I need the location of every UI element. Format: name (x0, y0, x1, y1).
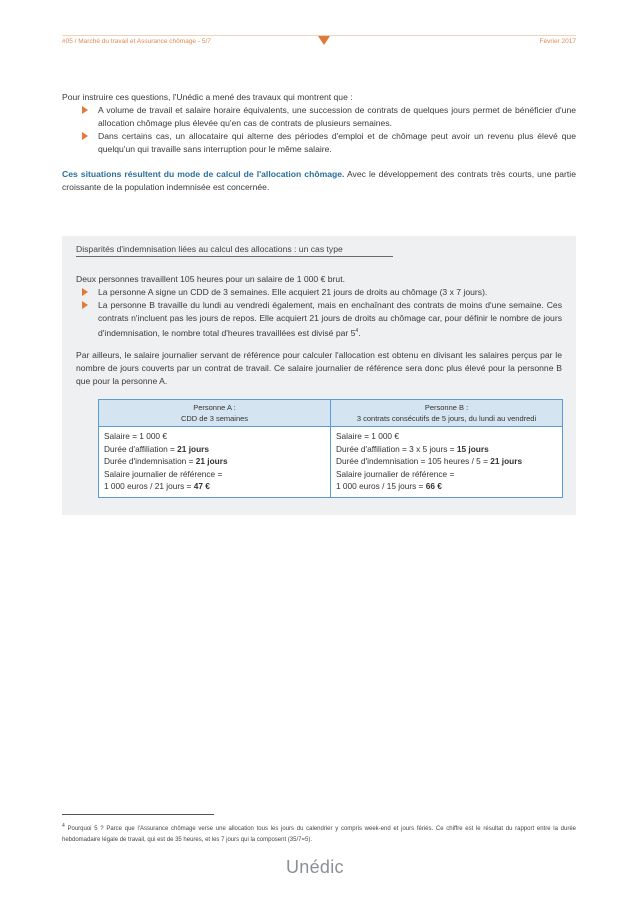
header-a-line1: Personne A : (193, 403, 236, 412)
footnote-text: Pourquoi 5 ? Parce que l'Assurance chômage verse une allocation tous les jours du calendrier y compris week-end et jours fériés. Ce chiffre est le résultat du rapport entre la durée hebdomadaire légale de travail, qui est de 35 heures, et les 7 jours qui la composent (35/7=5). (62, 826, 576, 843)
table-header-a (99, 400, 331, 427)
bullet-text: La personne A signe un CDD de 3 semaines. Elle acquiert 21 jours de droits au chômage (3 x 7 jours). (98, 287, 488, 297)
a-sjr: Salaire journalier de référence = (104, 468, 223, 479)
case-study-bullets (76, 286, 562, 340)
comparison-table (98, 399, 563, 498)
table-header-b (331, 400, 563, 427)
a-calc: 1 000 euros / 21 jours = 47 € (104, 481, 210, 492)
triangle-bullet-icon (82, 132, 88, 140)
table-row (99, 427, 563, 498)
header-triangle-icon (318, 36, 330, 45)
header-doc-title: #05 / Marché du travail et Assurance chômage - 5/7 (62, 38, 211, 45)
triangle-bullet-icon (82, 301, 88, 309)
case-study-title: Disparités d'indemnisation liées au calcul des allocations : un cas type (76, 244, 393, 257)
list-item (62, 104, 576, 130)
table-cell-b (331, 427, 563, 498)
b-indemnisation: Durée d'indemnisation = 105 heures / 5 = 21 jours (336, 456, 523, 467)
list-item (76, 286, 562, 299)
header-a-line2: CDD de 3 semaines (180, 414, 249, 423)
a-indemnisation: Durée d'indemnisation = 21 jours (104, 456, 228, 467)
bullet-end: . (358, 327, 361, 338)
b-affiliation: Durée d'affiliation = 3 x 5 jours = 15 jours (336, 443, 489, 454)
situations-text: Avec le développement des contrats très courts, une partie croissante de la population indemnisée est concernée. (62, 169, 576, 192)
footnote-ref[interactable]: 4 (355, 328, 359, 334)
case-study-lead: Deux personnes travaillent 105 heures pour un salaire de 1 000 € brut. (76, 274, 345, 284)
intro-lead: Pour instruire ces questions, l'Unédic a mené des travaux qui montrent que : (62, 92, 353, 102)
case-study-box (62, 236, 576, 515)
triangle-bullet-icon (82, 288, 88, 296)
header-b-line1: Personne B : (424, 403, 469, 412)
header-date: Février 2017 (539, 38, 576, 45)
bullet-text: Dans certains cas, un allocataire qui alterne des périodes d'emploi et de chômage peut avoir un revenu plus élevé que quelqu'un qui travaille sans interruption pour le même salaire. (98, 131, 576, 154)
header-b-line2: 3 contrats consécutifs de 5 jours, du lundi au vendredi (356, 414, 537, 423)
situations-paragraph (62, 168, 576, 194)
footnote (62, 821, 576, 846)
bullet-text: A volume de travail et salaire horaire équivalents, une succession de contrats de quelques jours permet de bénéficier d'une allocation chômage plus élevée qu'en cas de contrats de plusieurs semaines. (98, 105, 576, 128)
intro-section (62, 91, 576, 156)
case-study-paragraph: Par ailleurs, le salaire journalier servant de référence pour calculer l'allocation est obtenu en divisant les salaires perçus par le nombre de jours couverts par un contrat de travail. Ce salaire journalier de référence sera donc plus élevé pour la personne B que pour la personne A. (76, 350, 562, 386)
list-item (76, 299, 562, 340)
b-calc: 1 000 euros / 15 jours = 66 € (336, 481, 442, 492)
case-study-intro (76, 273, 562, 340)
b-sjr: Salaire journalier de référence = (336, 468, 455, 479)
footnote-number: 4 (62, 823, 65, 829)
footnote-rule (62, 814, 214, 815)
table-cell-a (99, 427, 331, 498)
b-salaire: Salaire = 1 000 € (336, 431, 399, 441)
a-affiliation: Durée d'affiliation = 21 jours (104, 443, 209, 454)
bullet-text: La personne B travaille du lundi au vendredi également, mais en enchaînant des contrats de moins d'une semaine. Ces contrats n'incluent pas les jours de repos. Elle acquiert 21 jours de droits au chômage car, pour définir le nombre de jours d'indemnisation, le nombre total d'heures travaillées est divisé par 5 (98, 300, 562, 338)
intro-bullet-list (62, 104, 576, 156)
a-salaire: Salaire = 1 000 € (104, 431, 167, 441)
triangle-bullet-icon (82, 106, 88, 114)
unedic-logo: Unédic (286, 857, 344, 877)
list-item (62, 130, 576, 156)
situations-highlight: Ces situations résultent du mode de calcul de l'allocation chômage. (62, 169, 345, 179)
table-header-row (99, 400, 563, 427)
